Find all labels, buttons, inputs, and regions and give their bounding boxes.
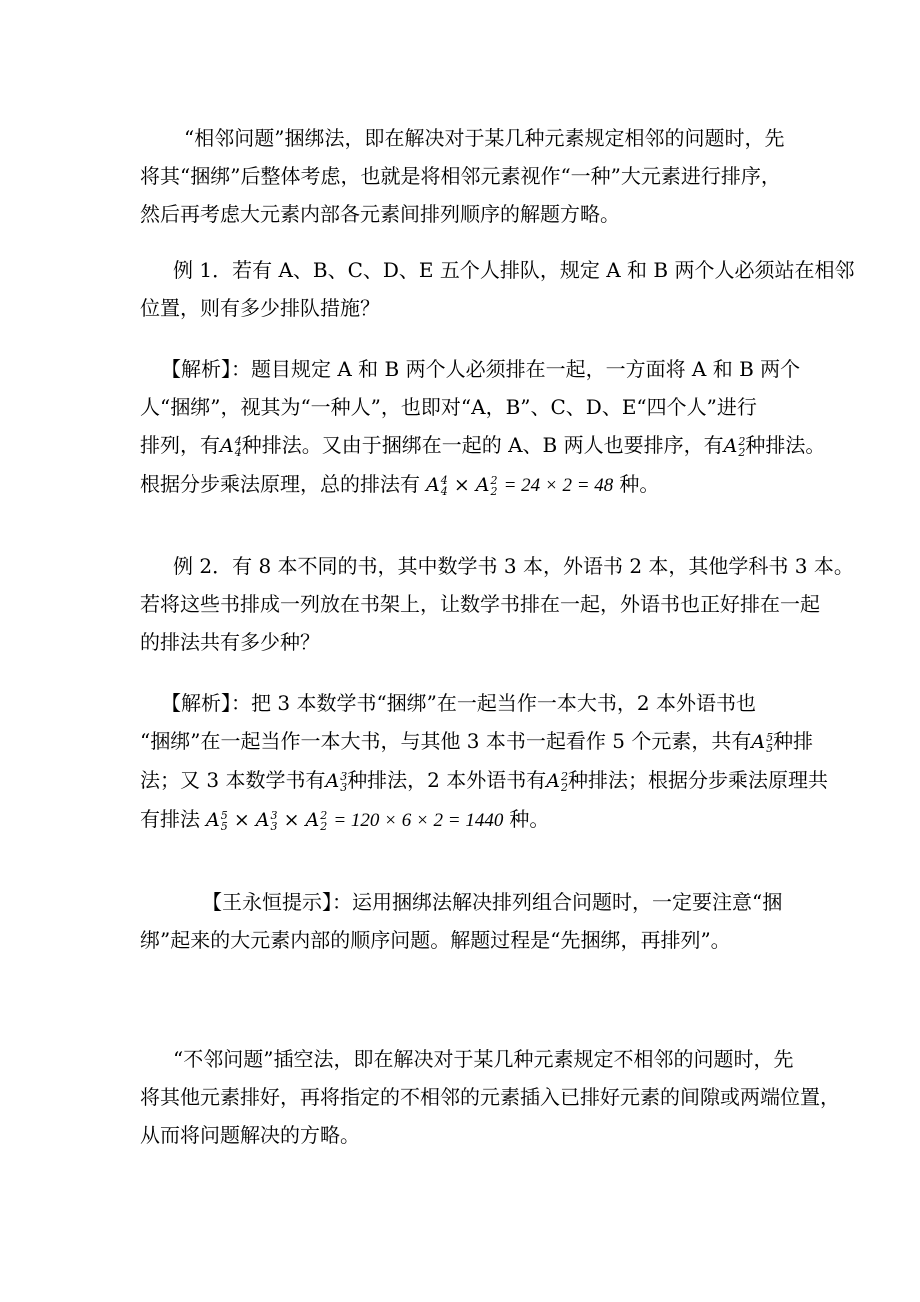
text-fragment: 排列，有 bbox=[140, 433, 220, 457]
text-line bbox=[140, 465, 780, 505]
text-line: “不邻问题”插空法，即在解决对于某几种元素规定不相邻的问题时，先 bbox=[173, 1047, 794, 1071]
text-fragment: 种。 bbox=[619, 472, 660, 496]
formula-total-ex2: A 5 5 × A 3 3 × A 2 2 = 120 × 6 × 2 = 1440 bbox=[206, 809, 504, 833]
intro-paragraph-nonadjacent bbox=[140, 1040, 840, 1154]
formula-A22: A 2 2 bbox=[723, 435, 746, 459]
text-fragment: 种排 bbox=[773, 729, 814, 753]
solution-1 bbox=[140, 350, 826, 505]
text-line: 的排法共有多少种？ bbox=[140, 630, 320, 654]
text-fragment: 种排法。又由于捆绑在一起的 A、B 两人也要排序，有 bbox=[241, 433, 724, 457]
text-line: 位置，则有多少排队措施？ bbox=[140, 296, 380, 320]
formula-A33: A 3 3 bbox=[325, 770, 348, 794]
text-line: 例 1．若有 A、B、C、D、E 五个人排队，规定 A 和 B 两个人必须站在相邻 bbox=[173, 258, 855, 282]
text-line: 人“捆绑”，视其为“一种人”，也即对“A，B”、C、D、E“四个人”进行 bbox=[140, 395, 757, 419]
text-fragment: 种排法；根据分步乘法原理共 bbox=[568, 768, 829, 792]
example-1 bbox=[140, 251, 855, 327]
text-line: 然后再考虑大元素内部各元素间排列顺序的解题方略。 bbox=[140, 202, 620, 226]
text-line: 【解析】：题目规定 A 和 B 两个人必须排在一起，一方面将 A 和 B 两个 bbox=[161, 357, 801, 381]
text-line bbox=[140, 761, 829, 800]
text-line bbox=[140, 722, 814, 761]
tip-paragraph bbox=[140, 883, 783, 959]
text-fragment: 种排法，2 本外语书有 bbox=[347, 768, 547, 792]
text-line: 从而将问题解决的方略。 bbox=[140, 1123, 360, 1147]
text-fragment: “捆绑”在一起当作一本大书，与其他 3 本书一起看作 5 个元素，共有 bbox=[140, 729, 752, 753]
text-fragment: 有排法 bbox=[140, 807, 200, 831]
text-line: 若将这些书排成一列放在书架上，让数学书排在一起，外语书也正好排在一起 bbox=[140, 592, 820, 616]
text-line: 例 2．有 8 本不同的书，其中数学书 3 本，外语书 2 本，其他学科书 3 本。 bbox=[173, 554, 854, 578]
text-line: 【王永恒提示】：运用捆绑法解决排列组合问题时，一定要注意“捆 bbox=[202, 890, 783, 914]
text-line: “相邻问题”捆绑法，即在解决对于某几种元素规定相邻的问题时，先 bbox=[184, 126, 785, 150]
text-fragment: 根据分步乘法原理，总的排法有 bbox=[140, 472, 420, 496]
formula-total-ex1: A 4 4 × A 2 2 = 24 × 2 = 48 bbox=[426, 474, 614, 498]
text-fragment: 法；又 3 本数学书有 bbox=[140, 768, 326, 792]
text-fragment: 种排法。 bbox=[745, 433, 826, 457]
text-line: 绑”起来的大元素内部的顺序问题。解题过程是“先捆绑，再排列”。 bbox=[140, 928, 731, 952]
text-line bbox=[140, 426, 826, 465]
intro-paragraph-adjacent bbox=[140, 119, 785, 233]
formula-A44: A 4 4 bbox=[220, 435, 242, 459]
text-line bbox=[140, 800, 780, 840]
text-fragment: 种。 bbox=[509, 807, 550, 831]
solution-2 bbox=[140, 684, 829, 840]
text-line: 将其他元素排好，再将指定的不相邻的元素插入已排好元素的间隙或两端位置， bbox=[140, 1085, 840, 1109]
formula-A55: A 5 5 bbox=[751, 731, 774, 755]
formula-A22: A 2 2 bbox=[546, 770, 569, 794]
text-line: 将其“捆绑”后整体考虑，也就是将相邻元素视作“一种”大元素进行排序， bbox=[140, 164, 781, 188]
text-line: 【解析】：把 3 本数学书“捆绑”在一起当作一本大书，2 本外语书也 bbox=[161, 691, 756, 715]
example-2 bbox=[140, 547, 854, 661]
